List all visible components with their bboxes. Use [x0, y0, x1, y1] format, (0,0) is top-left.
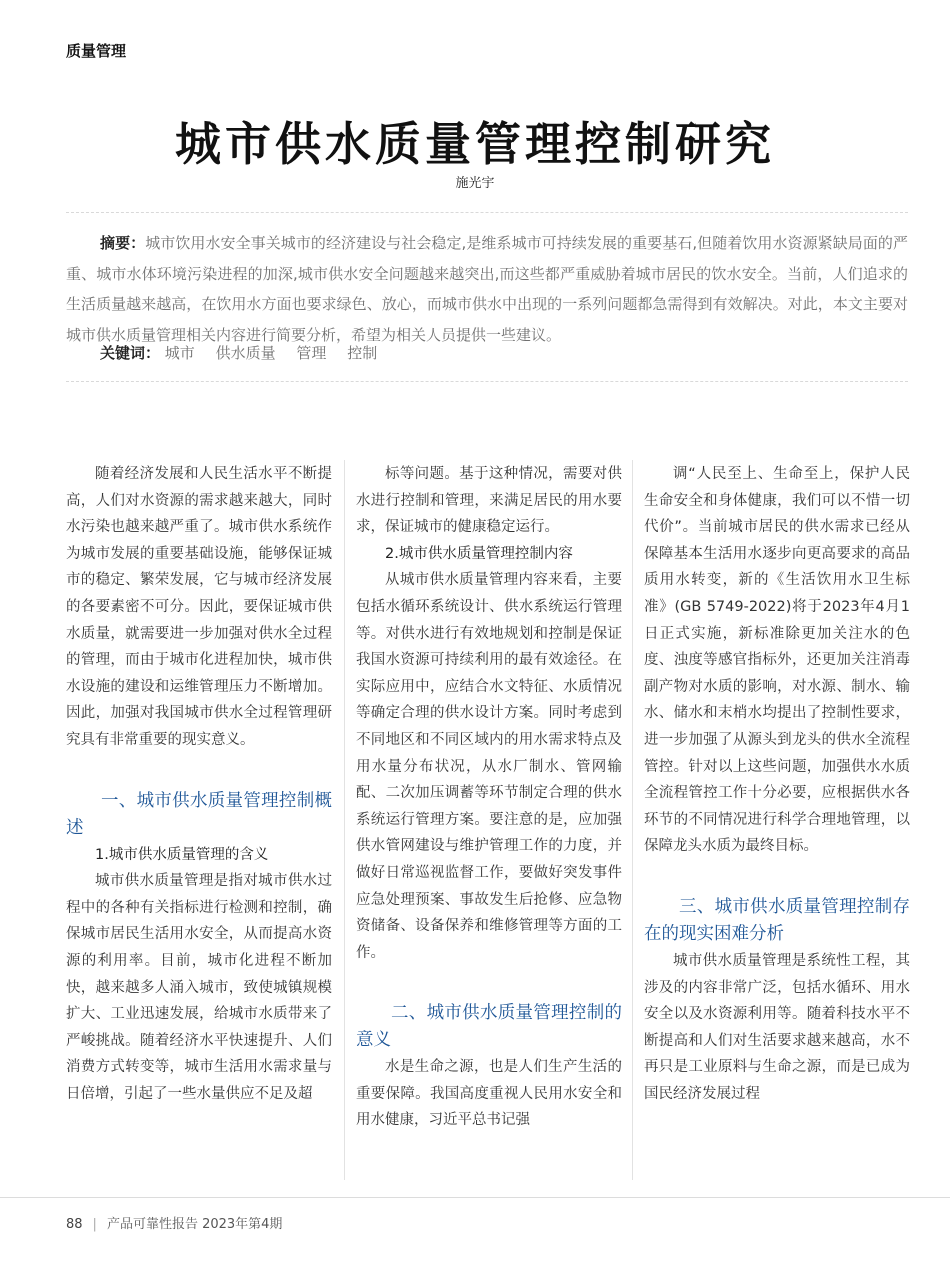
paragraph: 从城市供水质量管理内容来看，主要包括水循环系统设计、供水系统运行管理等。对供水进行有效地规划和控制是保证我国水资源可持续利用的最有效途径。在实际应用中，应结合水文特征、水质情况等确定合理的供水设计方案。同时考虑到不同地区和不同区域内的用水需求特点及用水量分布状况，从水厂制水、管网输配、二次加压调蓄等环节制定合理的供水系统运行管理方案。要注意的是，应加强供水管网建设与维护管理工作的力度，并做好日常巡视监督工作，要做好突发事件应急处理预案、事故发生后抢修、应急物资储备、设备保养和维修管理等方面的工作。 — [356, 572, 622, 961]
column-1 — [66, 461, 332, 1107]
paragraph: 城市供水质量管理是系统性工程，其涉及的内容非常广泛，包括水循环、用水安全以及水资源利用等。随着科技水平不断提高和人们对生活要求越来越高，水不再只是工业原料与生命之源，而是已成为国民经济发展过程 — [644, 952, 910, 1102]
article-title: 城市供水质量管理控制研究 — [175, 117, 775, 171]
page-number: 88 — [66, 1217, 83, 1232]
section-heading-2: 二、城市供水质量管理控制的意义 — [356, 1003, 622, 1051]
section-heading-3: 三、城市供水质量管理控制存在的现实困难分析 — [644, 896, 910, 944]
abstract — [66, 228, 908, 350]
footer-divider — [0, 1197, 950, 1198]
footer-separator: | — [92, 1217, 97, 1232]
abstract-label: 摘要： — [100, 234, 146, 252]
paragraph: 调“人民至上、生命至上，保护人民生命安全和身体健康，我们可以不惜一切代价”。当前城市居民的供水需求已经从保障基本生活用水逐步向更高要求的高品质用水转变，新的《生活饮用水卫生标准》(GB 5749-2022)将于2023年4月1日正式实施，新标准除更加关注水的色度、浊度等感官指标外，还更加关注消毒副产物对水质的影响，对水源、制水、输水、储水和末梢水均提出了控制性要求，进一步加强了从源头到龙头的供水全流程管控。针对以上这些问题，加强供水水质全流程管控工作十分必要，应根据供水各环节的不同情况进行科学合理地管理，以保障龙头水质为最终目标。 — [644, 466, 910, 855]
paragraph: 城市供水质量管理是指对城市供水过程中的各种有关指标进行检测和控制，确保城市居民生活用水安全，从而提高水资源的利用率。目前，城市化进程不断加快，越来越多人涌入城市，致使城镇规模扩大、工业迅速发展，给城市水质带来了严峻挑战。随着经济水平快速提升、人们消费方式转变等，城市生活用水需求量与日倍增，引起了一些水量供应不足及超 — [66, 873, 332, 1102]
column-divider — [344, 460, 345, 1180]
article-author: 施光宇 — [455, 176, 495, 191]
keywords-label: 关键词： — [100, 344, 161, 362]
page-footer — [66, 1213, 282, 1232]
subsection-heading-1-2: 2.城市供水质量管理控制内容 — [385, 545, 573, 562]
section-heading-1: 一、城市供水质量管理控制概述 — [66, 790, 332, 838]
keyword: 控制 — [347, 344, 378, 362]
keyword: 供水质量 — [215, 344, 276, 362]
column-3 — [644, 461, 910, 1107]
keyword: 管理 — [296, 344, 327, 362]
keywords — [100, 338, 393, 368]
keyword: 城市 — [164, 344, 195, 362]
subsection-heading-1-1: 1.城市供水质量管理的含义 — [95, 846, 269, 863]
abstract-top-divider — [66, 212, 908, 213]
paragraph: 随着经济发展和人民生活水平不断提高，人们对水资源的需求越来越大，同时水污染也越来越严重了。城市供水系统作为城市发展的重要基础设施，能够保证城市的稳定、繁荣发展，它与城市经济发展的各要素密不可分。因此，要保证城市供水质量，就需要进一步加强对供水全过程的管理，而由于城市化进程加快，城市供水设施的建设和运维管理压力不断增加。因此，加强对我国城市供水全过程管理研究具有非常重要的现实意义。 — [66, 466, 332, 748]
section-tag: 质量管理 — [66, 42, 127, 60]
column-divider — [632, 460, 633, 1180]
paragraph: 标等问题。基于这种情况，需要对供水进行控制和管理，来满足居民的用水要求，保证城市的健康稳定运行。 — [356, 466, 622, 536]
abstract-text: 城市饮用水安全事关城市的经济建设与社会稳定,是维系城市可持续发展的重要基石,但随着饮用水资源紧缺局面的严重、城市水体环境污染进程的加深,城市供水安全问题越来越突出,而这些都严重威胁着城市居民的饮水安全。当前，人们追求的生活质量越来越高，在饮用水方面也要求绿色、放心，而城市供水中出现的一系列问题都急需得到有效解决。对此，本文主要对城市供水质量管理相关内容进行简要分析，希望为相关人员提供一些建议。 — [66, 234, 908, 344]
column-2 — [356, 461, 622, 1134]
journal-name: 产品可靠性报告 2023年第4期 — [106, 1217, 283, 1232]
paragraph: 水是生命之源，也是人们生产生活的重要保障。我国高度重视人民用水安全和用水健康，习近平总书记强 — [356, 1059, 622, 1129]
abstract-bottom-divider — [66, 381, 908, 382]
